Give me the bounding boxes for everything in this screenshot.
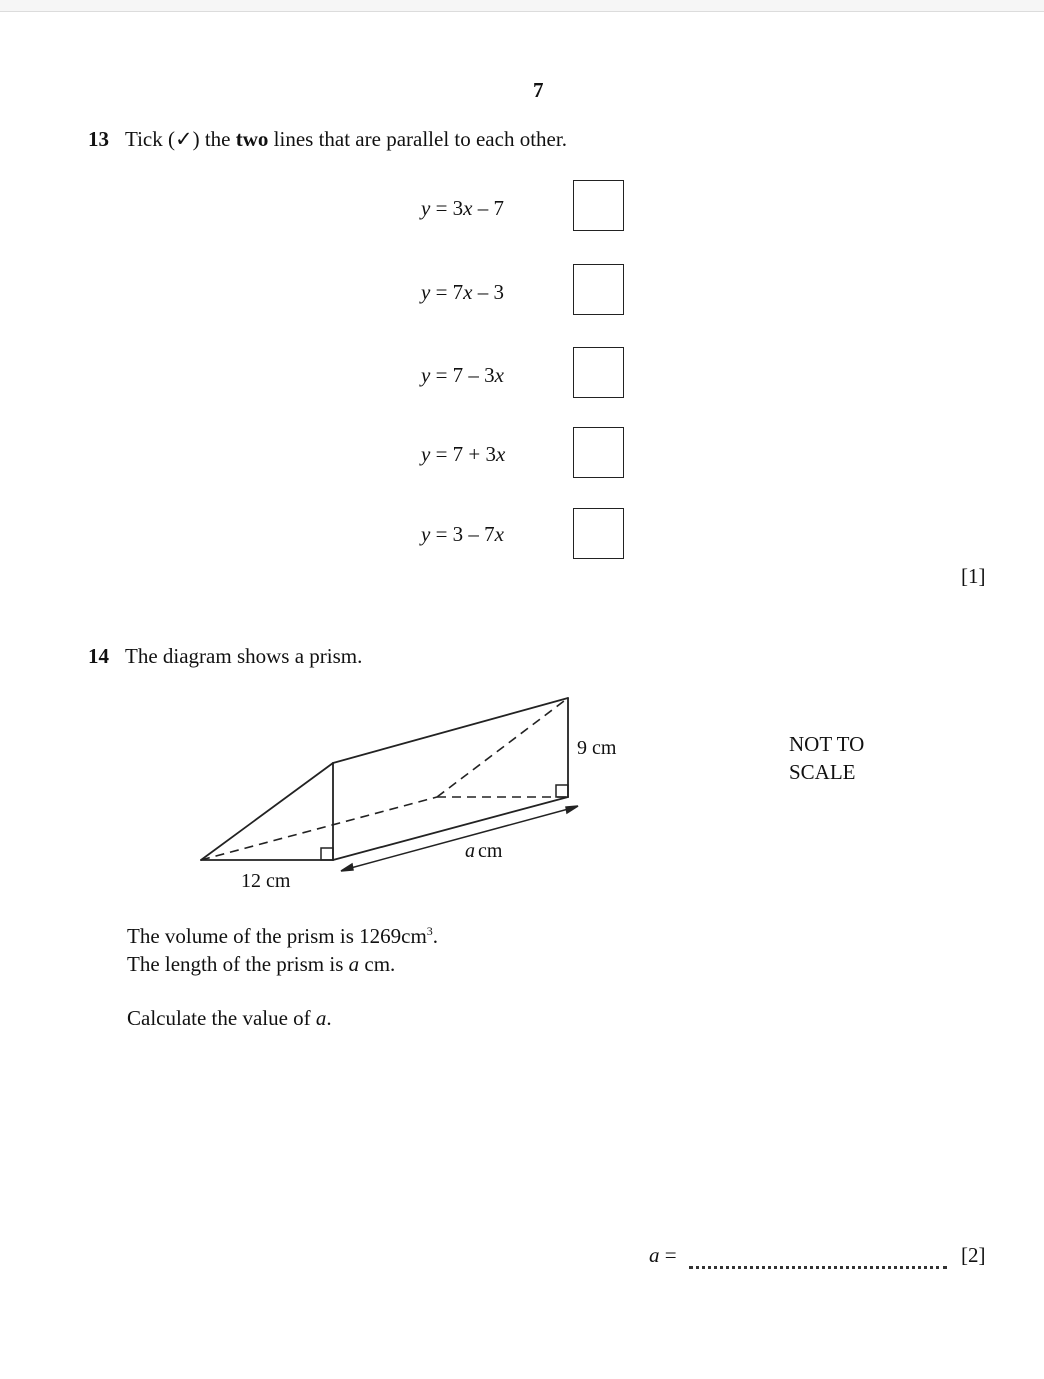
answer-line[interactable] [689, 1266, 947, 1269]
page-number: 7 [533, 78, 544, 102]
equation-option-4: y = 7 + 3x [421, 442, 506, 466]
equation-option-3: y = 7 – 3x [421, 363, 504, 387]
q14-marks: [2] [961, 1243, 986, 1267]
base-label: 12 cm [241, 870, 291, 892]
calculate-instruction: Calculate the value of a. [127, 1006, 332, 1030]
question-number: 14 [88, 644, 109, 668]
front-slope-edge [201, 763, 333, 860]
length-arrow-line [347, 808, 572, 869]
not-to-scale-note: NOT TO SCALE [789, 732, 865, 784]
length-label: a cm [465, 840, 503, 862]
question-text-suffix: lines that are parallel to each other. [268, 127, 567, 151]
right-angle-marker-front [321, 848, 333, 860]
question-number: 13 [88, 127, 109, 151]
equation-option-5: y = 3 – 7x [421, 522, 504, 546]
bottom-long-edge [333, 797, 568, 860]
equation-option-1: y = 3x – 7 [421, 196, 504, 220]
question-text: The diagram shows a prism. [125, 644, 363, 668]
height-label: 9 cm [577, 737, 617, 759]
length-statement: The length of the prism is a cm. [127, 952, 396, 976]
equation-option-2: y = 7x – 3 [421, 280, 504, 304]
length-arrow-head-right [566, 806, 578, 813]
question-text-prefix: Tick (✓) the [125, 127, 236, 151]
answer-label: a = [649, 1243, 677, 1267]
length-arrow-head-left [341, 864, 353, 871]
hidden-back-slope [437, 698, 568, 797]
right-angle-marker-back [556, 785, 568, 797]
hidden-long-edge [201, 797, 437, 860]
question-text-bold: two [235, 127, 269, 151]
q13-marks: [1] [961, 564, 986, 588]
top-long-edge [333, 698, 568, 763]
volume-statement: The volume of the prism is $1269cm^3$. [127, 924, 439, 948]
